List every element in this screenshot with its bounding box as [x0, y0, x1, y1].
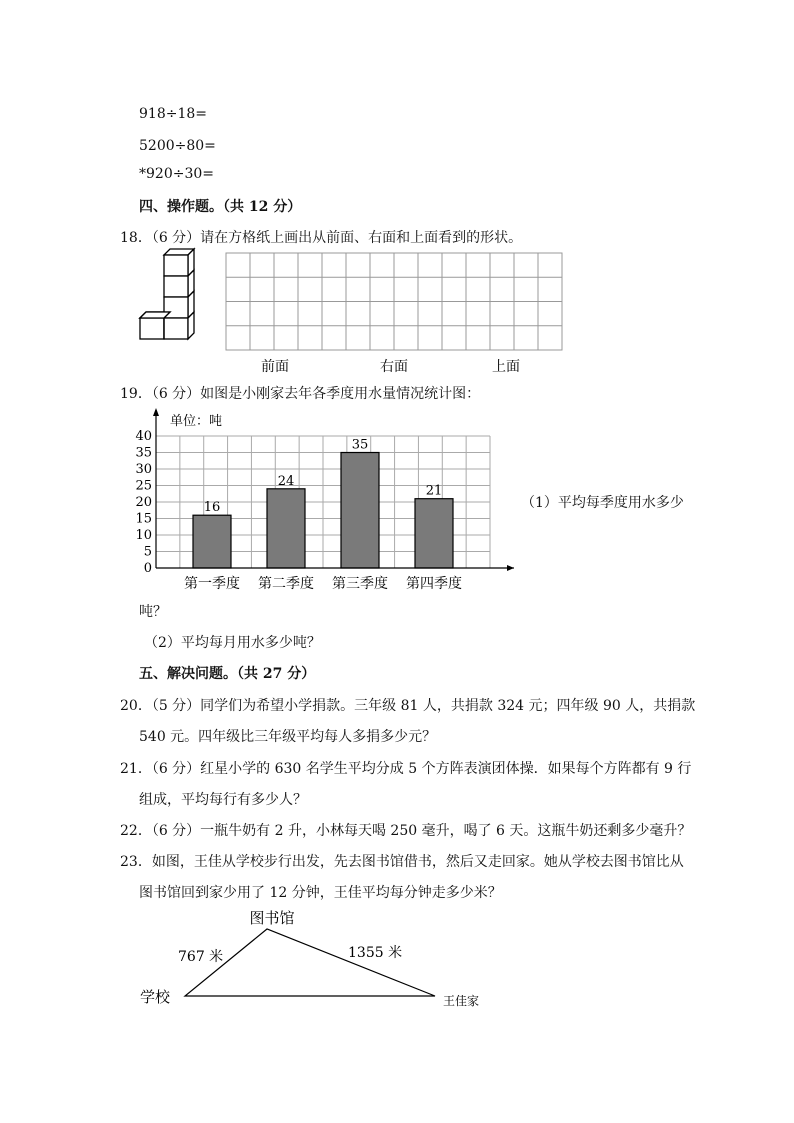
bar-1: [193, 515, 231, 568]
x-tick-label: 第二季度: [258, 576, 314, 592]
grid-paper: [226, 253, 562, 350]
question-20-line-2: 540 元。四年级比三年级平均每人多捐多少元？: [139, 729, 437, 745]
x-tick-label: 第三季度: [332, 576, 388, 592]
section-4-heading: 四、操作题。（共 12 分）: [139, 199, 302, 215]
question-23-line-1: 23．如图，王佳从学校步行出发，先去图书馆借书，然后又走回家。她从学校去图书馆比从: [120, 854, 684, 870]
y-tick-label: 35: [135, 445, 152, 461]
question-21-line-2: 组成，平均每行有多少人？: [139, 792, 307, 808]
question-19-part-2: （2）平均每月用水多少吨？: [144, 635, 321, 651]
home-label: 王佳家: [443, 994, 480, 1008]
x-tick-label: 第四季度: [406, 576, 462, 592]
question-21-line-1: 21．（6 分）红星小学的 630 名学生平均分成 5 个方阵表演团体操．如果每个方阵都有 9 行: [120, 761, 692, 777]
question-19: 19．（6 分）如图是小刚家去年各季度用水量情况统计图：: [120, 386, 481, 402]
y-tick-label: 30: [135, 462, 152, 477]
bar-3: [341, 453, 379, 569]
question-22: 22．（6 分）一瓶牛奶有 2 升，小林每天喝 250 毫升，喝了 6 天。这瓶牛奶还剩多少毫升？: [120, 823, 692, 839]
y-tick-label: 10: [135, 528, 152, 543]
school-label: 学校: [140, 988, 171, 1006]
grid-label-top: 上面: [492, 359, 520, 375]
y-tick-label: 25: [135, 478, 152, 494]
question-18: 18．（6 分）请在方格纸上画出从前面、右面和上面看到的形状。: [120, 230, 523, 246]
water-usage-bar-chart: [130, 406, 520, 598]
calc-line-1: 918÷18=: [139, 106, 207, 122]
bar-value-label: 35: [351, 437, 369, 453]
bar-value-label: 21: [425, 483, 443, 499]
distance-library-home: 1355 米: [348, 945, 403, 961]
cube-stack-drawing: [140, 249, 194, 339]
y-tick-label: 40: [135, 429, 152, 444]
bar-2: [267, 489, 305, 568]
chart-y-ticks: [135, 429, 152, 576]
y-tick-label: 15: [135, 511, 152, 527]
bar-4: [415, 499, 453, 568]
bar-value-label: 24: [277, 473, 295, 489]
y-tick-label: 0: [143, 561, 152, 576]
bar-value-label: 16: [203, 500, 221, 516]
library-label: 图书馆: [249, 909, 295, 927]
question-23-line-2: 图书馆回到家少用了 12 分钟，王佳平均每分钟走多少米？: [139, 885, 502, 901]
question-20-line-1: 20．（5 分）同学们为希望小学捐款。三年级 81 人，共捐款 324 元；四年级 90 人，共捐款: [120, 698, 696, 714]
question-19-part-1: （1）平均每季度用水多少: [521, 495, 684, 511]
distance-school-library: 767 米: [178, 949, 224, 965]
x-tick-label: 第一季度: [184, 576, 240, 592]
q18-figure: [130, 245, 570, 377]
y-tick-label: 20: [135, 495, 152, 510]
calc-line-2: 5200÷80=: [139, 138, 216, 154]
calc-line-3: *920÷30=: [139, 166, 214, 182]
chart-x-labels: [184, 575, 462, 592]
question-19-part-1-cont: 吨？: [139, 604, 167, 620]
y-axis-arrow: [153, 408, 159, 416]
grid-label-right: 右面: [380, 359, 408, 375]
x-axis-arrow: [507, 565, 514, 571]
route-diagram: [130, 905, 500, 1015]
grid-label-front: 前面: [261, 359, 289, 375]
chart-unit-label: 单位：吨: [170, 414, 223, 429]
section-5-heading: 五、解决问题。（共 27 分）: [139, 666, 316, 682]
y-tick-label: 5: [143, 544, 152, 560]
